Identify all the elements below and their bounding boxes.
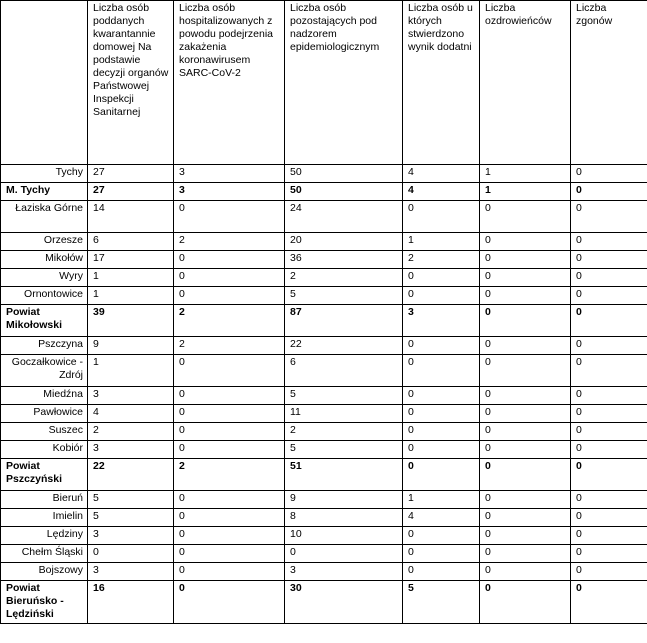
quarantine-cell: 16 xyxy=(88,581,174,624)
table-row xyxy=(1,269,647,287)
hospitalized-cell: 0 xyxy=(174,527,285,545)
positive-cell: 4 xyxy=(403,509,480,527)
quarantine-cell: 39 xyxy=(88,305,174,337)
hospitalized-cell: 0 xyxy=(174,269,285,287)
region-name-cell: Chełm Śląski xyxy=(1,545,88,563)
table-row xyxy=(1,423,647,441)
quarantine-cell: 27 xyxy=(88,165,174,183)
positive-cell: 0 xyxy=(403,405,480,423)
region-name-cell: Orzesze xyxy=(1,233,88,251)
table-row xyxy=(1,405,647,423)
header-cell-positive: Liczba osób u których stwierdzono wynik dodatni xyxy=(403,1,480,165)
quarantine-cell: 3 xyxy=(88,387,174,405)
supervision-cell: 87 xyxy=(285,305,403,337)
supervision-cell: 50 xyxy=(285,165,403,183)
recovered-cell: 0 xyxy=(480,491,571,509)
hospitalized-cell: 0 xyxy=(174,405,285,423)
region-name-cell: M. Tychy xyxy=(1,183,88,201)
deaths-cell: 0 xyxy=(571,387,647,405)
table-row xyxy=(1,355,647,387)
positive-cell: 3 xyxy=(403,305,480,337)
supervision-cell: 20 xyxy=(285,233,403,251)
table-row xyxy=(1,491,647,509)
positive-cell: 0 xyxy=(403,563,480,581)
quarantine-cell: 6 xyxy=(88,233,174,251)
table-row-total xyxy=(1,459,647,491)
quarantine-cell: 1 xyxy=(88,355,174,387)
recovered-cell: 0 xyxy=(480,269,571,287)
quarantine-cell: 5 xyxy=(88,509,174,527)
supervision-cell: 8 xyxy=(285,509,403,527)
recovered-cell: 0 xyxy=(480,305,571,337)
table-row xyxy=(1,563,647,581)
table-row-total xyxy=(1,183,647,201)
hospitalized-cell: 0 xyxy=(174,545,285,563)
supervision-cell: 0 xyxy=(285,545,403,563)
supervision-cell: 24 xyxy=(285,201,403,233)
deaths-cell: 0 xyxy=(571,423,647,441)
supervision-cell: 2 xyxy=(285,269,403,287)
header-cell-region xyxy=(1,1,88,165)
table-row xyxy=(1,251,647,269)
positive-cell: 5 xyxy=(403,581,480,624)
quarantine-cell: 1 xyxy=(88,287,174,305)
deaths-cell: 0 xyxy=(571,183,647,201)
supervision-cell: 22 xyxy=(285,337,403,355)
recovered-cell: 0 xyxy=(480,337,571,355)
recovered-cell: 0 xyxy=(480,563,571,581)
hospitalized-cell: 0 xyxy=(174,423,285,441)
quarantine-cell: 22 xyxy=(88,459,174,491)
quarantine-cell: 9 xyxy=(88,337,174,355)
deaths-cell: 0 xyxy=(571,337,647,355)
recovered-cell: 0 xyxy=(480,405,571,423)
hospitalized-cell: 3 xyxy=(174,165,285,183)
table-body xyxy=(1,165,647,624)
recovered-cell: 0 xyxy=(480,581,571,624)
recovered-cell: 0 xyxy=(480,355,571,387)
positive-cell: 0 xyxy=(403,387,480,405)
table-row xyxy=(1,441,647,459)
hospitalized-cell: 0 xyxy=(174,287,285,305)
deaths-cell: 0 xyxy=(571,233,647,251)
table-row xyxy=(1,233,647,251)
header-cell-recovered: Liczba ozdrowieńców xyxy=(480,1,571,165)
hospitalized-cell: 0 xyxy=(174,201,285,233)
header-cell-deaths: Liczba zgonów xyxy=(571,1,647,165)
hospitalized-cell: 2 xyxy=(174,337,285,355)
table-row xyxy=(1,509,647,527)
region-name-cell: Suszec xyxy=(1,423,88,441)
region-name-cell: Łaziska Górne xyxy=(1,201,88,233)
deaths-cell: 0 xyxy=(571,305,647,337)
positive-cell: 0 xyxy=(403,355,480,387)
deaths-cell: 0 xyxy=(571,563,647,581)
hospitalized-cell: 0 xyxy=(174,441,285,459)
quarantine-cell: 2 xyxy=(88,423,174,441)
positive-cell: 4 xyxy=(403,165,480,183)
positive-cell: 0 xyxy=(403,337,480,355)
positive-cell: 4 xyxy=(403,183,480,201)
region-name-cell: Goczałkowice - Zdrój xyxy=(1,355,88,387)
hospitalized-cell: 0 xyxy=(174,355,285,387)
hospitalized-cell: 0 xyxy=(174,509,285,527)
recovered-cell: 0 xyxy=(480,509,571,527)
quarantine-cell: 1 xyxy=(88,269,174,287)
region-name-cell: Mikołów xyxy=(1,251,88,269)
recovered-cell: 1 xyxy=(480,183,571,201)
deaths-cell: 0 xyxy=(571,441,647,459)
recovered-cell: 0 xyxy=(480,201,571,233)
header-cell-hospitalized: Liczba osób hospitalizowanych z powodu podejrzenia zakażenia koronawirusem SARC-CoV-2 xyxy=(174,1,285,165)
recovered-cell: 0 xyxy=(480,459,571,491)
recovered-cell: 0 xyxy=(480,527,571,545)
region-name-cell: Bieruń xyxy=(1,491,88,509)
quarantine-cell: 27 xyxy=(88,183,174,201)
supervision-cell: 5 xyxy=(285,441,403,459)
supervision-cell: 36 xyxy=(285,251,403,269)
deaths-cell: 0 xyxy=(571,491,647,509)
deaths-cell: 0 xyxy=(571,509,647,527)
table-row xyxy=(1,527,647,545)
deaths-cell: 0 xyxy=(571,287,647,305)
hospitalized-cell: 2 xyxy=(174,459,285,491)
region-name-cell: Imielin xyxy=(1,509,88,527)
deaths-cell: 0 xyxy=(571,201,647,233)
positive-cell: 0 xyxy=(403,287,480,305)
table-row xyxy=(1,287,647,305)
positive-cell: 0 xyxy=(403,201,480,233)
positive-cell: 0 xyxy=(403,269,480,287)
region-name-cell: Powiat Bieruńsko - Lędziński xyxy=(1,581,88,624)
deaths-cell: 0 xyxy=(571,165,647,183)
deaths-cell: 0 xyxy=(571,269,647,287)
supervision-cell: 11 xyxy=(285,405,403,423)
supervision-cell: 5 xyxy=(285,287,403,305)
positive-cell: 0 xyxy=(403,545,480,563)
positive-cell: 0 xyxy=(403,527,480,545)
deaths-cell: 0 xyxy=(571,405,647,423)
header-row xyxy=(1,1,647,165)
deaths-cell: 0 xyxy=(571,527,647,545)
quarantine-cell: 3 xyxy=(88,527,174,545)
region-name-cell: Kobiór xyxy=(1,441,88,459)
recovered-cell: 0 xyxy=(480,287,571,305)
supervision-cell: 10 xyxy=(285,527,403,545)
positive-cell: 1 xyxy=(403,233,480,251)
quarantine-cell: 0 xyxy=(88,545,174,563)
hospitalized-cell: 0 xyxy=(174,563,285,581)
region-name-cell: Tychy xyxy=(1,165,88,183)
table-row xyxy=(1,201,647,233)
supervision-cell: 2 xyxy=(285,423,403,441)
recovered-cell: 0 xyxy=(480,233,571,251)
supervision-cell: 30 xyxy=(285,581,403,624)
table-row-total xyxy=(1,581,647,624)
supervision-cell: 6 xyxy=(285,355,403,387)
table-row-total xyxy=(1,305,647,337)
deaths-cell: 0 xyxy=(571,545,647,563)
deaths-cell: 0 xyxy=(571,459,647,491)
hospitalized-cell: 0 xyxy=(174,581,285,624)
supervision-cell: 3 xyxy=(285,563,403,581)
positive-cell: 1 xyxy=(403,491,480,509)
region-name-cell: Pawłowice xyxy=(1,405,88,423)
quarantine-cell: 3 xyxy=(88,441,174,459)
hospitalized-cell: 2 xyxy=(174,233,285,251)
supervision-cell: 5 xyxy=(285,387,403,405)
table-row xyxy=(1,545,647,563)
positive-cell: 0 xyxy=(403,459,480,491)
header-cell-quarantine: Liczba osób poddanych kwarantannie domowej Na podstawie decyzji organów Państwowej Inspekcji Sanitarnej xyxy=(88,1,174,165)
hospitalized-cell: 0 xyxy=(174,251,285,269)
quarantine-cell: 5 xyxy=(88,491,174,509)
positive-cell: 0 xyxy=(403,423,480,441)
hospitalized-cell: 2 xyxy=(174,305,285,337)
recovered-cell: 0 xyxy=(480,545,571,563)
recovered-cell: 0 xyxy=(480,441,571,459)
table-row xyxy=(1,165,647,183)
supervision-cell: 51 xyxy=(285,459,403,491)
hospitalized-cell: 0 xyxy=(174,491,285,509)
quarantine-cell: 17 xyxy=(88,251,174,269)
recovered-cell: 0 xyxy=(480,387,571,405)
supervision-cell: 50 xyxy=(285,183,403,201)
region-name-cell: Powiat Mikołowski xyxy=(1,305,88,337)
table-row xyxy=(1,387,647,405)
deaths-cell: 0 xyxy=(571,581,647,624)
region-name-cell: Wyry xyxy=(1,269,88,287)
region-name-cell: Bojszowy xyxy=(1,563,88,581)
supervision-cell: 9 xyxy=(285,491,403,509)
region-name-cell: Lędziny xyxy=(1,527,88,545)
region-name-cell: Ornontowice xyxy=(1,287,88,305)
table-row xyxy=(1,337,647,355)
deaths-cell: 0 xyxy=(571,251,647,269)
quarantine-cell: 14 xyxy=(88,201,174,233)
positive-cell: 2 xyxy=(403,251,480,269)
region-name-cell: Powiat Pszczyński xyxy=(1,459,88,491)
recovered-cell: 1 xyxy=(480,165,571,183)
hospitalized-cell: 3 xyxy=(174,183,285,201)
header-cell-supervision: Liczba osób pozostających pod nadzorem epidemiologicznym xyxy=(285,1,403,165)
recovered-cell: 0 xyxy=(480,251,571,269)
region-name-cell: Miedźna xyxy=(1,387,88,405)
quarantine-cell: 4 xyxy=(88,405,174,423)
hospitalized-cell: 0 xyxy=(174,387,285,405)
quarantine-cell: 3 xyxy=(88,563,174,581)
recovered-cell: 0 xyxy=(480,423,571,441)
deaths-cell: 0 xyxy=(571,355,647,387)
region-name-cell: Pszczyna xyxy=(1,337,88,355)
positive-cell: 0 xyxy=(403,441,480,459)
